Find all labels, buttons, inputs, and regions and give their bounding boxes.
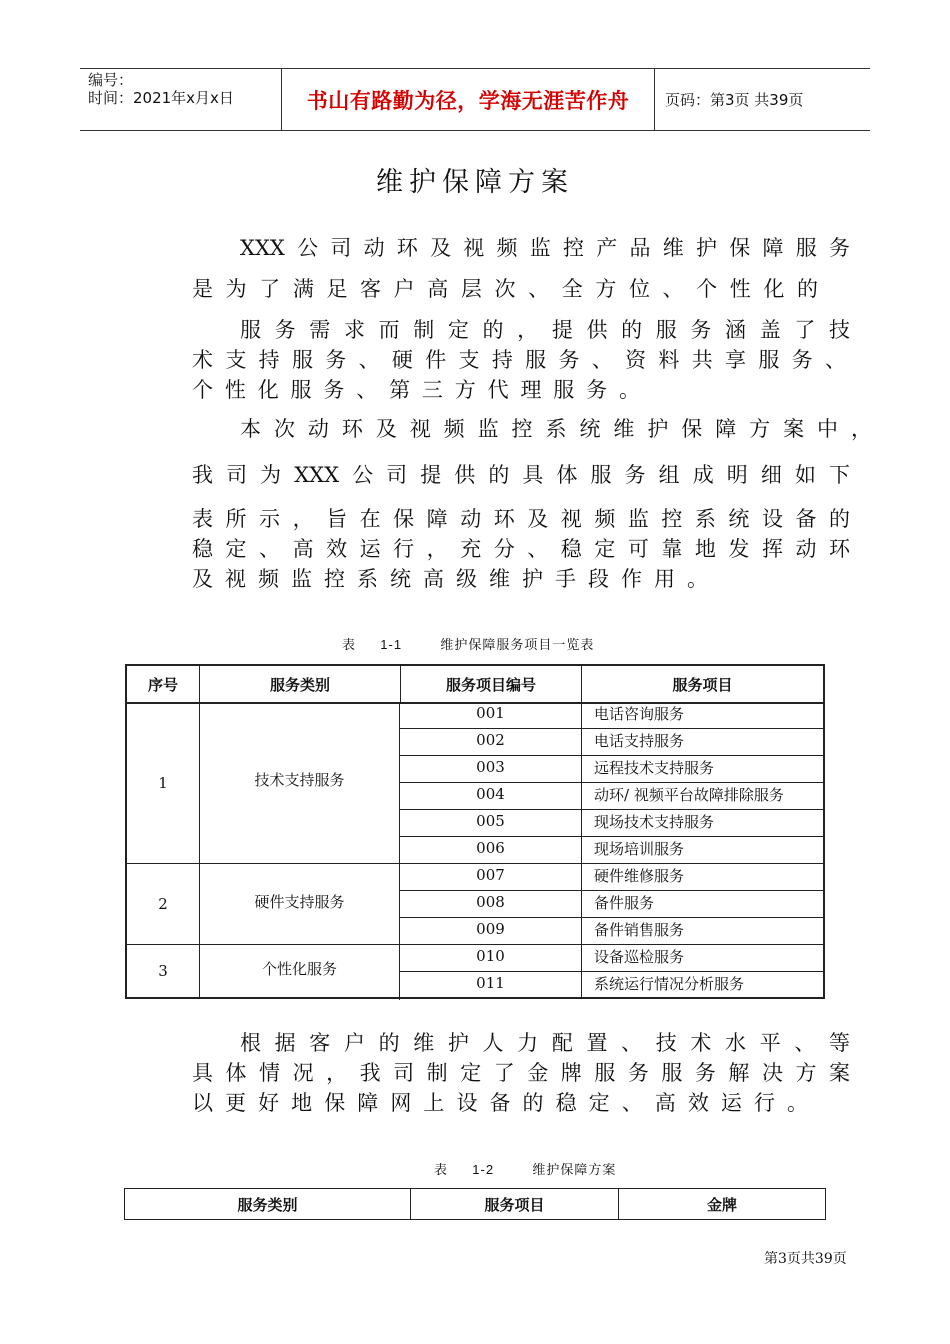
item-code: 006	[476, 839, 505, 857]
col-divider	[581, 666, 582, 997]
time-label: 时间：2021年x月x日	[88, 89, 234, 107]
item-name: 设备巡检服务	[594, 947, 685, 966]
item-name: 现场技术支持服务	[594, 812, 715, 831]
item-code: 008	[476, 893, 505, 911]
item-name: 备件服务	[594, 893, 655, 912]
caption-number: 1-1	[380, 637, 403, 652]
item-code: 005	[476, 812, 505, 830]
header-item: 服务项目	[484, 1195, 545, 1214]
item-code: 002	[476, 731, 505, 749]
group-category: 个性化服务	[261, 959, 337, 978]
group-seq: 2	[158, 895, 168, 913]
col-divider	[400, 666, 401, 702]
item-name: 硬件维修服务	[594, 866, 685, 885]
paragraph-line: 是为了满足客户高层次、全方位、个性化的	[192, 277, 818, 301]
paragraph-line: 个性化服务、第三方代理服务。	[192, 378, 640, 402]
item-code: 009	[476, 920, 505, 938]
page-header	[80, 68, 870, 131]
item-name: 现场培训服务	[594, 839, 685, 858]
item-name: 远程技术支持服务	[594, 758, 715, 777]
number-label: 编号：	[88, 71, 134, 89]
header-meta	[80, 69, 282, 130]
group-category: 硬件支持服务	[254, 892, 345, 911]
item-name: 系统运行情况分析服务	[594, 974, 745, 993]
item-code: 001	[476, 704, 505, 722]
paragraph-line: 根据客户的维护人力配置、技术水平、等	[240, 1031, 850, 1055]
paragraph-line: 及视频监控系统高级维护手段作用。	[192, 567, 708, 591]
caption-title: 维护保障方案	[532, 1163, 617, 1178]
item-code: 004	[476, 785, 505, 803]
item-name: 动环/ 视频平台故障排除服务	[594, 785, 784, 804]
table-header-row	[127, 666, 823, 704]
document-title: 维护保障方案	[376, 167, 574, 198]
paragraph-line: 服务需求而制定的，提供的服务涵盖了技	[240, 318, 850, 342]
page-footer: 第3页共39页	[764, 1251, 847, 1267]
header-code: 服务项目编号	[445, 675, 536, 694]
maintenance-plan-table	[124, 1188, 826, 1220]
group-seq: 3	[158, 962, 168, 980]
item-code: 007	[476, 866, 505, 884]
motto: 书山有路勤为径，学海无涯苦作舟	[306, 88, 630, 113]
paragraph-line: 具体情况，我司制定了金牌服务服务解决方案	[192, 1061, 850, 1085]
paragraph-line: 表所示，旨在保障动环及视频监控系统设备的	[192, 507, 850, 531]
header-category: 服务类别	[269, 675, 330, 694]
paragraph-line: 术支持服务、硬件支持服务、资料共享服务、	[192, 348, 846, 372]
paragraph-line: 本次动环及视频监控系统维护保障方案中，	[240, 417, 872, 441]
paragraph-line: 以更好地保障网上设备的稳定、高效运行。	[192, 1091, 808, 1115]
item-code: 011	[476, 974, 505, 992]
paragraph-line: XXX公司动环及视频监控产品维护保障服务	[240, 236, 850, 260]
page-number: 页码：第3页 共39页	[665, 91, 804, 109]
paragraph-line: 稳定、高效运行，充分、稳定可靠地发挥动环	[192, 537, 850, 561]
caption-prefix: 表	[342, 638, 357, 653]
item-code: 003	[476, 758, 505, 776]
caption-title: 维护保障服务项目一览表	[440, 638, 595, 653]
header-gold: 金牌	[706, 1195, 737, 1214]
service-items-table	[125, 664, 825, 999]
group-category: 技术支持服务	[254, 771, 345, 789]
table1-caption	[342, 634, 594, 653]
item-name: 电话咨询服务	[594, 704, 685, 723]
table2-caption	[434, 1159, 616, 1178]
group-seq: 1	[158, 773, 168, 792]
header-seq: 序号	[147, 675, 178, 694]
caption-prefix: 表	[434, 1163, 449, 1178]
item-name: 电话支持服务	[594, 731, 685, 750]
header-motto-cell	[282, 69, 655, 130]
caption-number: 1-2	[472, 1162, 495, 1177]
paragraph-line: 我司为XXX公司提供的具体服务组成明细如下	[192, 463, 850, 487]
header-page-cell	[655, 69, 870, 130]
item-code: 010	[476, 947, 505, 965]
header-category: 服务类别	[237, 1195, 298, 1214]
header-item: 服务项目	[672, 675, 733, 694]
item-name: 备件销售服务	[594, 920, 685, 939]
